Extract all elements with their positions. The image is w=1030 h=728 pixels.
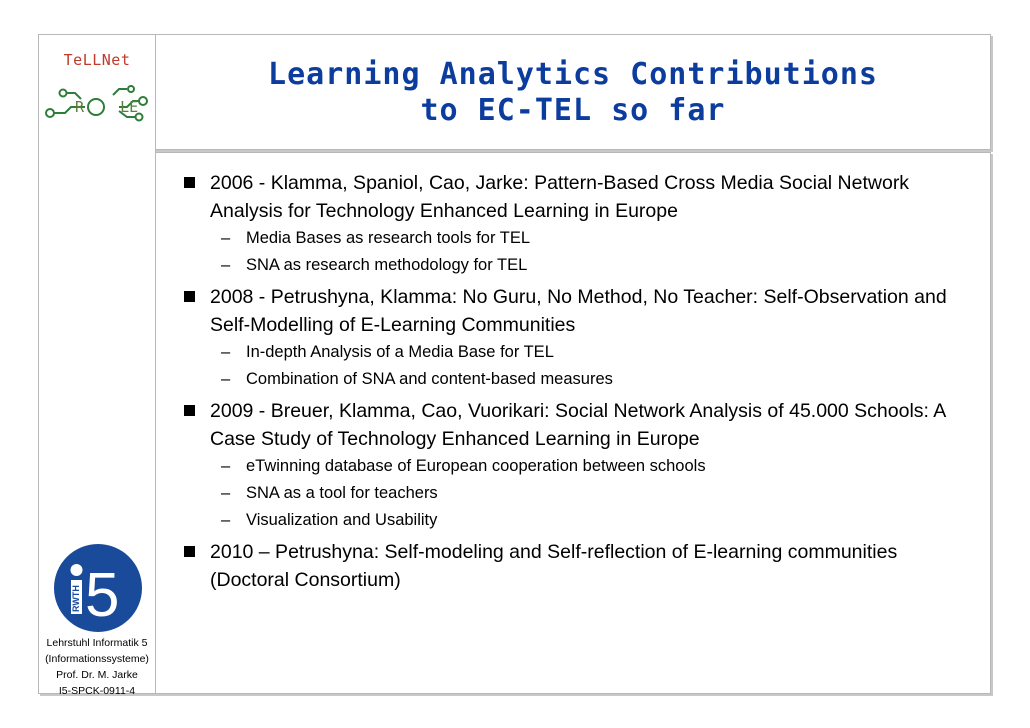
- role-logo: [43, 81, 151, 127]
- sub-bullet-text: SNA as research methodology for TEL: [246, 256, 528, 274]
- rwth-vertical-text: RWTH: [71, 585, 81, 612]
- bullet-square-icon: [184, 405, 195, 416]
- bullet-square-icon: [184, 291, 195, 302]
- slide-title: [156, 57, 990, 129]
- sub-bullet: – SNA as research methodology for TEL: [221, 256, 528, 274]
- bullet-item-2010: [180, 538, 980, 594]
- role-logo-text: R LE: [75, 98, 139, 116]
- rwth-number: 5: [85, 561, 120, 630]
- bullet-item-2006: [180, 169, 980, 225]
- sub-bullet: – eTwinning database of European cooperation between schools: [221, 457, 706, 475]
- sub-bullet: – Combination of SNA and content-based measures: [221, 370, 613, 388]
- sidebar-footer: [39, 635, 155, 699]
- sidebar: [38, 34, 156, 697]
- footer-line-chair: Lehrstuhl Informatik 5: [46, 637, 148, 649]
- title-line-2: to EC-TEL so far: [420, 93, 726, 128]
- content-box: [155, 152, 991, 694]
- sub-bullet-text: eTwinning database of European cooperation between schools: [246, 457, 706, 475]
- bullet-list: [180, 169, 980, 594]
- title-line-1: Learning Analytics Contributions: [268, 57, 878, 92]
- bullet-text: 2006 - Klamma, Spaniol, Cao, Jarke: Pattern-Based Cross Media Social Network Analysis for Technology Enhanced Learning in Europe: [210, 172, 910, 222]
- bullet-square-icon: [184, 546, 195, 557]
- sub-bullet-text: Visualization and Usability: [246, 511, 438, 529]
- tellnet-label: TeLLNet: [63, 51, 131, 69]
- sub-bullet: – SNA as a tool for teachers: [221, 484, 438, 502]
- sub-bullet: – In-depth Analysis of a Media Base for TEL: [221, 343, 554, 361]
- footer-line-prof: Prof. Dr. M. Jarke: [56, 669, 138, 681]
- footer-line-dept: (Informationssysteme): [45, 653, 149, 665]
- bullet-text: 2009 - Breuer, Klamma, Cao, Vuorikari: Social Network Analysis of 45.000 Schools: A Case Study of Technology Enhanced Learning in Europe: [210, 400, 946, 450]
- bullet-square-icon: [184, 177, 195, 188]
- sub-bullet-text: SNA as a tool for teachers: [246, 484, 438, 502]
- title-box: [155, 34, 991, 150]
- bullet-item-2009: [180, 397, 980, 453]
- bullet-item-2008: [180, 283, 980, 339]
- bullet-text: 2008 - Petrushyna, Klamma: No Guru, No Method, No Teacher: Self-Observation and Self-Modelling of E-Learning Communities: [210, 286, 947, 336]
- rwth-i5-logo: [53, 542, 143, 634]
- bullet-text: 2010 – Petrushyna: Self-modeling and Self-reflection of E-learning communities (Doctoral Consortium): [210, 541, 898, 591]
- sub-bullet-text: In-depth Analysis of a Media Base for TEL: [246, 343, 554, 361]
- footer-line-slide-id: I5-SPCK-0911-4: [58, 685, 136, 697]
- sub-bullet: – Media Bases as research tools for TEL: [221, 229, 530, 247]
- sub-bullet-text: Media Bases as research tools for TEL: [246, 229, 530, 247]
- sub-bullet: – Visualization and Usability: [221, 511, 438, 529]
- sub-bullet-text: Combination of SNA and content-based measures: [246, 370, 613, 388]
